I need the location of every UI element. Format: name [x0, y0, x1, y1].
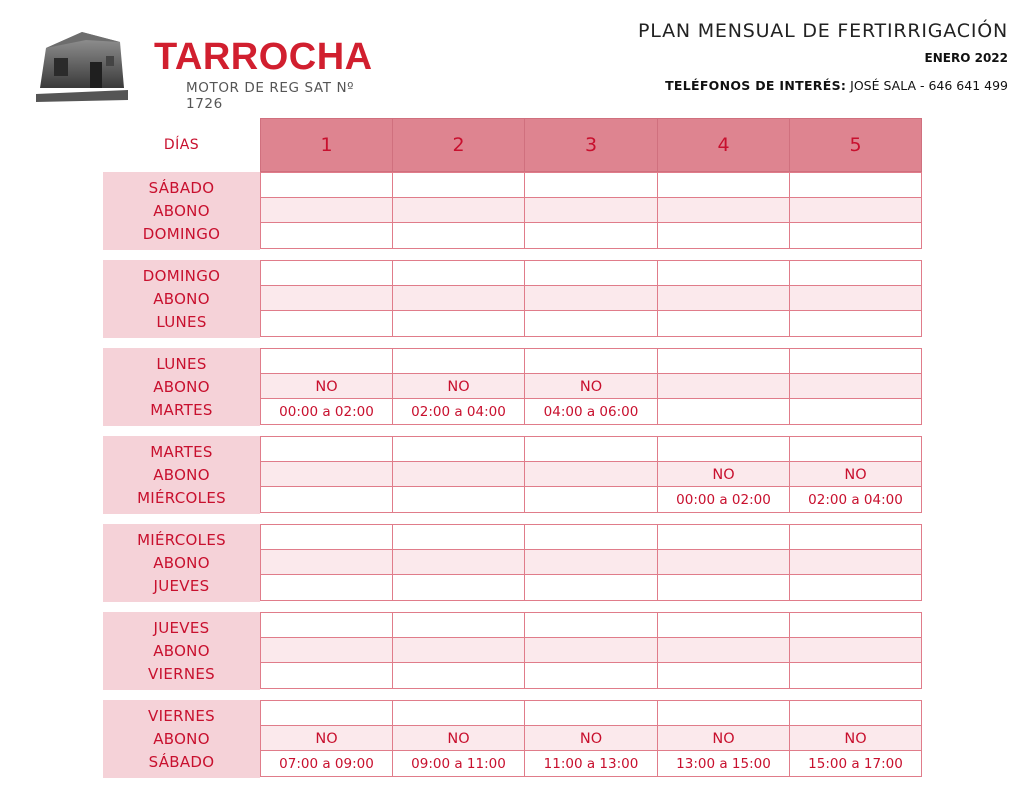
abono-cell	[657, 637, 790, 664]
days-column-header: DÍAS	[163, 137, 200, 153]
schedule-time-cell	[524, 310, 658, 337]
abono-cell	[260, 637, 393, 664]
blank-cell	[657, 700, 790, 727]
schedule-time-cell	[789, 310, 922, 337]
abono-cell: NO	[789, 725, 922, 752]
abono-label: ABONO	[153, 289, 210, 308]
day-group-label	[103, 260, 260, 338]
abono-label: ABONO	[153, 377, 210, 396]
schedule-time-cell: 02:00 a 04:00	[789, 486, 922, 513]
schedule-time-cell	[524, 222, 658, 249]
abono-cell	[524, 197, 658, 224]
schedule-time-cell	[657, 574, 790, 601]
day-name: VIERNES	[148, 665, 215, 684]
column-header-3: 3	[524, 118, 658, 172]
schedule-time-cell: 13:00 a 15:00	[657, 750, 790, 777]
blank-cell	[524, 612, 658, 639]
schedule-time-cell: 04:00 a 06:00	[524, 398, 658, 425]
schedule-time-cell	[260, 310, 393, 337]
abono-cell: NO	[392, 373, 525, 400]
abono-cell	[657, 549, 790, 576]
blank-cell	[524, 348, 658, 375]
day-name: MARTES	[150, 401, 213, 420]
schedule-time-cell	[789, 398, 922, 425]
schedule-time-cell	[392, 486, 525, 513]
abono-cell	[657, 373, 790, 400]
blank-cell	[524, 260, 658, 287]
schedule-time-cell: 11:00 a 13:00	[524, 750, 658, 777]
blank-cell	[260, 612, 393, 639]
building-photo-icon	[36, 28, 128, 104]
day-name: DOMINGO	[142, 225, 221, 244]
abono-cell	[524, 637, 658, 664]
schedule-time-cell	[392, 662, 525, 689]
blank-cell	[789, 348, 922, 375]
blank-cell	[392, 172, 525, 199]
schedule-time-cell	[392, 310, 525, 337]
contact-info	[665, 78, 1008, 93]
day-group-label	[103, 348, 260, 426]
abono-cell	[524, 285, 658, 312]
day-group-label	[103, 700, 260, 778]
blank-cell	[392, 524, 525, 551]
contact-label: TELÉFONOS DE INTERÉS:	[665, 78, 847, 93]
schedule-time-cell: 00:00 a 02:00	[260, 398, 393, 425]
blank-cell	[260, 524, 393, 551]
blank-cell	[657, 524, 790, 551]
brand-name: TARROCHA	[154, 36, 373, 78]
abono-label: ABONO	[153, 641, 210, 660]
abono-cell	[392, 637, 525, 664]
blank-cell	[789, 700, 922, 727]
schedule-time-cell	[524, 574, 658, 601]
column-header-4: 4	[657, 118, 790, 172]
schedule-time-cell	[657, 662, 790, 689]
day-name: MARTES	[150, 442, 213, 461]
blank-cell	[392, 700, 525, 727]
day-name: LUNES	[156, 313, 207, 332]
abono-label: ABONO	[153, 465, 210, 484]
day-name: MIÉRCOLES	[137, 489, 226, 508]
column-header-2: 2	[392, 118, 525, 172]
abono-cell: NO	[789, 461, 922, 488]
day-name: JUEVES	[153, 577, 210, 596]
document-month: ENERO 2022	[924, 51, 1008, 65]
abono-cell	[789, 637, 922, 664]
day-group-label	[103, 612, 260, 690]
blank-cell	[524, 172, 658, 199]
schedule-time-cell: 02:00 a 04:00	[392, 398, 525, 425]
blank-cell	[392, 612, 525, 639]
day-name: DOMINGO	[142, 266, 221, 285]
document-title: PLAN MENSUAL DE FERTIRRIGACIÓN	[638, 20, 1008, 42]
brand-subtitle: MOTOR DE REG SAT Nº 1726	[186, 80, 355, 112]
abono-cell	[524, 461, 658, 488]
schedule-time-cell	[260, 222, 393, 249]
column-header-1: 1	[260, 118, 393, 172]
day-name: JUEVES	[153, 618, 210, 637]
blank-cell	[789, 436, 922, 463]
schedule-time-cell: 09:00 a 11:00	[392, 750, 525, 777]
abono-cell: NO	[524, 725, 658, 752]
blank-cell	[260, 348, 393, 375]
blank-cell	[260, 700, 393, 727]
blank-cell	[260, 260, 393, 287]
abono-cell: NO	[657, 725, 790, 752]
blank-cell	[260, 172, 393, 199]
schedule-time-cell: 15:00 a 17:00	[789, 750, 922, 777]
day-name: LUNES	[156, 354, 207, 373]
blank-cell	[657, 260, 790, 287]
abono-label: ABONO	[153, 201, 210, 220]
schedule-time-cell	[260, 662, 393, 689]
schedule-time-cell	[657, 222, 790, 249]
abono-cell	[789, 197, 922, 224]
day-name: MIÉRCOLES	[137, 530, 226, 549]
blank-cell	[789, 612, 922, 639]
blank-cell	[657, 172, 790, 199]
schedule-time-cell	[789, 574, 922, 601]
schedule-time-cell: 00:00 a 02:00	[657, 486, 790, 513]
day-name: SÁBADO	[148, 178, 215, 197]
day-group-label	[103, 436, 260, 514]
schedule-time-cell	[524, 486, 658, 513]
day-group-label	[103, 172, 260, 250]
schedule-time-cell	[260, 574, 393, 601]
schedule-time-cell	[657, 398, 790, 425]
schedule-time-cell	[260, 486, 393, 513]
abono-cell: NO	[524, 373, 658, 400]
company-logo	[36, 28, 373, 112]
abono-cell	[789, 549, 922, 576]
abono-cell	[657, 285, 790, 312]
abono-cell	[392, 285, 525, 312]
blank-cell	[392, 436, 525, 463]
day-name: SÁBADO	[148, 753, 215, 772]
blank-cell	[789, 172, 922, 199]
schedule-time-cell	[392, 222, 525, 249]
abono-cell	[524, 549, 658, 576]
schedule-time-cell	[789, 662, 922, 689]
contact-value: JOSÉ SALA - 646 641 499	[850, 78, 1008, 93]
abono-cell: NO	[657, 461, 790, 488]
blank-cell	[392, 260, 525, 287]
abono-cell: NO	[392, 725, 525, 752]
schedule-time-cell: 07:00 a 09:00	[260, 750, 393, 777]
schedule-time-cell	[789, 222, 922, 249]
blank-cell	[789, 524, 922, 551]
abono-cell	[657, 197, 790, 224]
abono-cell	[789, 285, 922, 312]
abono-label: ABONO	[153, 553, 210, 572]
blank-cell	[260, 436, 393, 463]
abono-cell	[392, 461, 525, 488]
blank-cell	[657, 436, 790, 463]
abono-cell	[260, 197, 393, 224]
abono-cell: NO	[260, 725, 393, 752]
abono-cell	[260, 285, 393, 312]
abono-cell	[392, 549, 525, 576]
blank-cell	[524, 436, 658, 463]
blank-cell	[524, 524, 658, 551]
schedule-time-cell	[524, 662, 658, 689]
blank-cell	[392, 348, 525, 375]
abono-cell	[260, 461, 393, 488]
day-group-label	[103, 524, 260, 602]
schedule-time-cell	[657, 310, 790, 337]
schedule-time-cell	[392, 574, 525, 601]
abono-cell: NO	[260, 373, 393, 400]
blank-cell	[789, 260, 922, 287]
blank-cell	[657, 612, 790, 639]
day-name: VIERNES	[148, 706, 215, 725]
column-header-5: 5	[789, 118, 922, 172]
abono-cell	[392, 197, 525, 224]
blank-cell	[524, 700, 658, 727]
abono-cell	[260, 549, 393, 576]
abono-label: ABONO	[153, 729, 210, 748]
abono-cell	[789, 373, 922, 400]
blank-cell	[657, 348, 790, 375]
